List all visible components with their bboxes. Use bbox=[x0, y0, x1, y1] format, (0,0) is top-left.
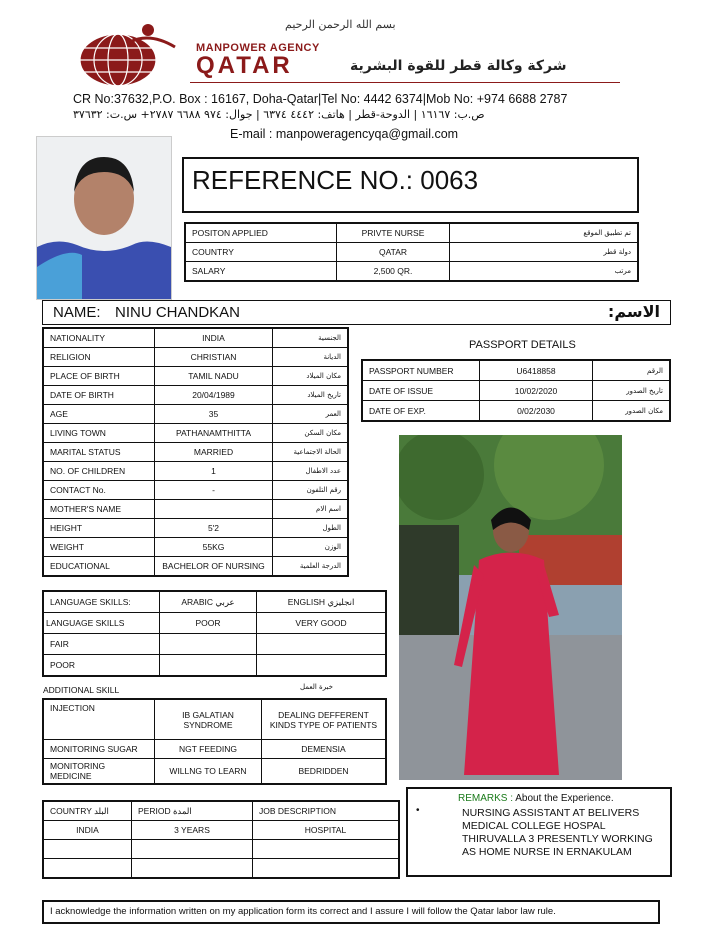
experience-row bbox=[43, 859, 399, 879]
passport-arabic: تاريخ الصدور bbox=[593, 381, 671, 401]
experience-header-period: PERIOD المدة bbox=[132, 801, 253, 821]
globe-logo-icon bbox=[70, 22, 185, 92]
personal-value: 35 bbox=[155, 405, 273, 424]
reference-number: REFERENCE NO.: 0063 bbox=[192, 165, 479, 195]
experience-cell bbox=[253, 859, 400, 879]
language-row bbox=[43, 613, 386, 634]
passport-value: U6418858 bbox=[480, 360, 593, 381]
passport-row bbox=[362, 360, 670, 381]
experience-table bbox=[42, 800, 400, 879]
language-row-label: FAIR bbox=[43, 634, 160, 655]
salary-value: 2,500 QR. bbox=[337, 262, 450, 282]
calligraphy: بسم الله الرحمن الرحيم bbox=[285, 18, 396, 31]
skill-cell: DEALING DEFFERENT KINDS TYPE OF PATIENTS bbox=[262, 699, 387, 740]
country-label: COUNTRY bbox=[185, 243, 337, 262]
personal-label: NATIONALITY bbox=[43, 328, 155, 348]
language-row bbox=[43, 634, 386, 655]
position-arabic: تم تطبيق الموقع bbox=[450, 223, 639, 243]
language-row bbox=[43, 655, 386, 677]
personal-row bbox=[43, 367, 348, 386]
personal-label: EDUCATIONAL bbox=[43, 557, 155, 577]
personal-row bbox=[43, 500, 348, 519]
experience-row bbox=[43, 821, 399, 840]
skill-cell: BEDRIDDEN bbox=[262, 759, 387, 785]
remarks-bullet-icon: • bbox=[416, 805, 420, 816]
contact-email: E-mail : manpoweragencyqa@gmail.com bbox=[230, 127, 459, 141]
personal-row bbox=[43, 386, 348, 405]
personal-row bbox=[43, 424, 348, 443]
personal-label: CONTACT No. bbox=[43, 481, 155, 500]
footer-text: I acknowledge the information written on my application form its correct and I assure I will follow the Qatar labor law rule. bbox=[50, 906, 556, 917]
application-row bbox=[185, 223, 638, 243]
personal-row bbox=[43, 405, 348, 424]
passport-table bbox=[361, 359, 671, 422]
name-value: NINU CHANDKAN bbox=[115, 304, 241, 321]
salary-label: SALARY bbox=[185, 262, 337, 282]
experience-header-row bbox=[43, 801, 399, 821]
personal-value: - bbox=[155, 481, 273, 500]
language-header-label: LANGUAGE SKILLS: bbox=[43, 591, 160, 613]
experience-cell bbox=[43, 859, 132, 879]
personal-row bbox=[43, 348, 348, 367]
experience-country: INDIA bbox=[43, 821, 132, 840]
passport-row bbox=[362, 381, 670, 401]
name-bar bbox=[42, 300, 671, 325]
additional-skill-arabic: خبرة العمل bbox=[300, 683, 333, 691]
experience-header-country: COUNTRY البلد bbox=[43, 801, 132, 821]
personal-arabic: تاريخ الميلاد bbox=[273, 386, 349, 405]
reference-box bbox=[182, 157, 639, 213]
personal-label: MARITAL STATUS bbox=[43, 443, 155, 462]
personal-value: TAMIL NADU bbox=[155, 367, 273, 386]
personal-value bbox=[155, 500, 273, 519]
header-divider bbox=[190, 82, 620, 83]
skill-cell: MONITORING MEDICINE bbox=[43, 759, 155, 785]
contact-english: CR No:37632,P.O. Box : 16167, Doha-Qatar|Tel No: 4442 6374|Mob No: +974 6688 2787 bbox=[73, 92, 568, 106]
position-value: PRIVTE NURSE bbox=[337, 223, 450, 243]
remarks-label: REMARKS : bbox=[458, 793, 514, 804]
personal-label: LIVING TOWN bbox=[43, 424, 155, 443]
personal-label: WEIGHT bbox=[43, 538, 155, 557]
footer-acknowledgement bbox=[42, 900, 660, 924]
remarks-text: NURSING ASSISTANT AT BELIVERS MEDICAL COLLEGE HOSPAL THIRUVALLA 3 PRESENTLY WORKING AS HOME NURSE IN ERNAKULAM bbox=[462, 807, 653, 858]
salary-arabic: مرتب bbox=[450, 262, 639, 282]
personal-row bbox=[43, 519, 348, 538]
personal-row bbox=[43, 462, 348, 481]
personal-arabic: الحالة الاجتماعية bbox=[273, 443, 349, 462]
name-arabic: الاسم: bbox=[607, 302, 660, 321]
contact-arabic: ص.ب: ١٦١٦٧ | الدوحة-قطر | هاتف: ٤٤٤٢ ٦٣٧٤ | جوال: ٩٧٤ ٦٦٨٨ ٢٧٨٧+ س.ت: ٣٧٦٣٢ bbox=[73, 108, 485, 121]
language-row-label: LANGUAGE SKILLS bbox=[43, 613, 160, 634]
skill-cell: NGT FEEDING bbox=[155, 740, 262, 759]
personal-value: CHRISTIAN bbox=[155, 348, 273, 367]
additional-skill-label: ADDITIONAL SKILL bbox=[43, 685, 120, 695]
experience-header-job: JOB DESCRIPTION bbox=[253, 801, 400, 821]
personal-value: MARRIED bbox=[155, 443, 273, 462]
personal-table bbox=[42, 327, 349, 577]
personal-value: INDIA bbox=[155, 328, 273, 348]
additional-skill-table bbox=[42, 698, 387, 785]
personal-label: PLACE OF BIRTH bbox=[43, 367, 155, 386]
skill-row bbox=[43, 740, 386, 759]
personal-row bbox=[43, 538, 348, 557]
personal-label: DATE OF BIRTH bbox=[43, 386, 155, 405]
personal-value: 55KG bbox=[155, 538, 273, 557]
experience-period: 3 YEARS bbox=[132, 821, 253, 840]
language-english-level: VERY GOOD bbox=[257, 613, 387, 634]
application-row bbox=[185, 262, 638, 282]
passport-arabic: مكان الصدور bbox=[593, 401, 671, 422]
language-cell bbox=[257, 655, 387, 677]
passport-label: PASSPORT NUMBER bbox=[362, 360, 480, 381]
passport-label: DATE OF EXP. bbox=[362, 401, 480, 422]
personal-value: PATHANAMTHITTA bbox=[155, 424, 273, 443]
language-header-english: ENGLISH انجليزي bbox=[257, 591, 387, 613]
passport-arabic: الرقم bbox=[593, 360, 671, 381]
language-row-label: POOR bbox=[43, 655, 160, 677]
personal-label: NO. OF CHILDREN bbox=[43, 462, 155, 481]
personal-value: 20/04/1989 bbox=[155, 386, 273, 405]
language-header-arabic: ARABIC عربي bbox=[160, 591, 257, 613]
passport-value: 10/02/2020 bbox=[480, 381, 593, 401]
language-cell bbox=[257, 634, 387, 655]
skill-cell: INJECTION bbox=[43, 699, 155, 740]
personal-arabic: الوزن bbox=[273, 538, 349, 557]
personal-arabic: عدد الاطفال bbox=[273, 462, 349, 481]
personal-arabic: مكان الميلاد bbox=[273, 367, 349, 386]
profile-photo bbox=[36, 136, 172, 300]
personal-row bbox=[43, 443, 348, 462]
skill-cell: MONITORING SUGAR bbox=[43, 740, 155, 759]
personal-value: 1 bbox=[155, 462, 273, 481]
language-header-row bbox=[43, 591, 386, 613]
personal-label: HEIGHT bbox=[43, 519, 155, 538]
remarks-box bbox=[406, 787, 672, 877]
experience-cell bbox=[253, 840, 400, 859]
agency-small-title: MANPOWER AGENCY bbox=[196, 42, 320, 54]
passport-value: 0/02/2030 bbox=[480, 401, 593, 422]
agency-big-title: QATAR bbox=[196, 52, 293, 79]
language-table bbox=[42, 590, 387, 677]
personal-row bbox=[43, 557, 348, 577]
personal-arabic: العمر bbox=[273, 405, 349, 424]
personal-arabic: الطول bbox=[273, 519, 349, 538]
country-value: QATAR bbox=[337, 243, 450, 262]
position-label: POSITON APPLIED bbox=[185, 223, 337, 243]
experience-job: HOSPITAL bbox=[253, 821, 400, 840]
personal-arabic: الديانة bbox=[273, 348, 349, 367]
personal-arabic: اسم الام bbox=[273, 500, 349, 519]
personal-arabic: رقم التلفون bbox=[273, 481, 349, 500]
application-table bbox=[184, 222, 639, 282]
language-cell bbox=[160, 634, 257, 655]
country-arabic: دولة قطر bbox=[450, 243, 639, 262]
agency-arabic-title: شركة وكالة قطر للقوة البشرية bbox=[350, 58, 567, 74]
personal-label: RELIGION bbox=[43, 348, 155, 367]
experience-cell bbox=[43, 840, 132, 859]
name-label: NAME: bbox=[53, 304, 101, 321]
personal-row bbox=[43, 481, 348, 500]
language-arabic-level: POOR bbox=[160, 613, 257, 634]
personal-arabic: الدرجة العلمية bbox=[273, 557, 349, 577]
experience-row bbox=[43, 840, 399, 859]
personal-value: 5'2 bbox=[155, 519, 273, 538]
remarks-title: About the Experience. bbox=[515, 793, 614, 804]
experience-cell bbox=[132, 859, 253, 879]
personal-label: MOTHER'S NAME bbox=[43, 500, 155, 519]
personal-row bbox=[43, 328, 348, 348]
skill-cell: IB GALATIAN SYNDROME bbox=[155, 699, 262, 740]
personal-label: AGE bbox=[43, 405, 155, 424]
experience-cell bbox=[132, 840, 253, 859]
skill-cell: DEMENSIA bbox=[262, 740, 387, 759]
personal-value: BACHELOR OF NURSING bbox=[155, 557, 273, 577]
passport-row bbox=[362, 401, 670, 422]
skill-cell: WILLNG TO LEARN bbox=[155, 759, 262, 785]
skill-row bbox=[43, 699, 386, 740]
personal-arabic: الجنسية bbox=[273, 328, 349, 348]
skill-row bbox=[43, 759, 386, 785]
passport-label: DATE OF ISSUE bbox=[362, 381, 480, 401]
language-cell bbox=[160, 655, 257, 677]
personal-arabic: مكان السكن bbox=[273, 424, 349, 443]
application-row bbox=[185, 243, 638, 262]
full-body-photo bbox=[399, 435, 622, 780]
passport-title: PASSPORT DETAILS bbox=[469, 339, 576, 351]
